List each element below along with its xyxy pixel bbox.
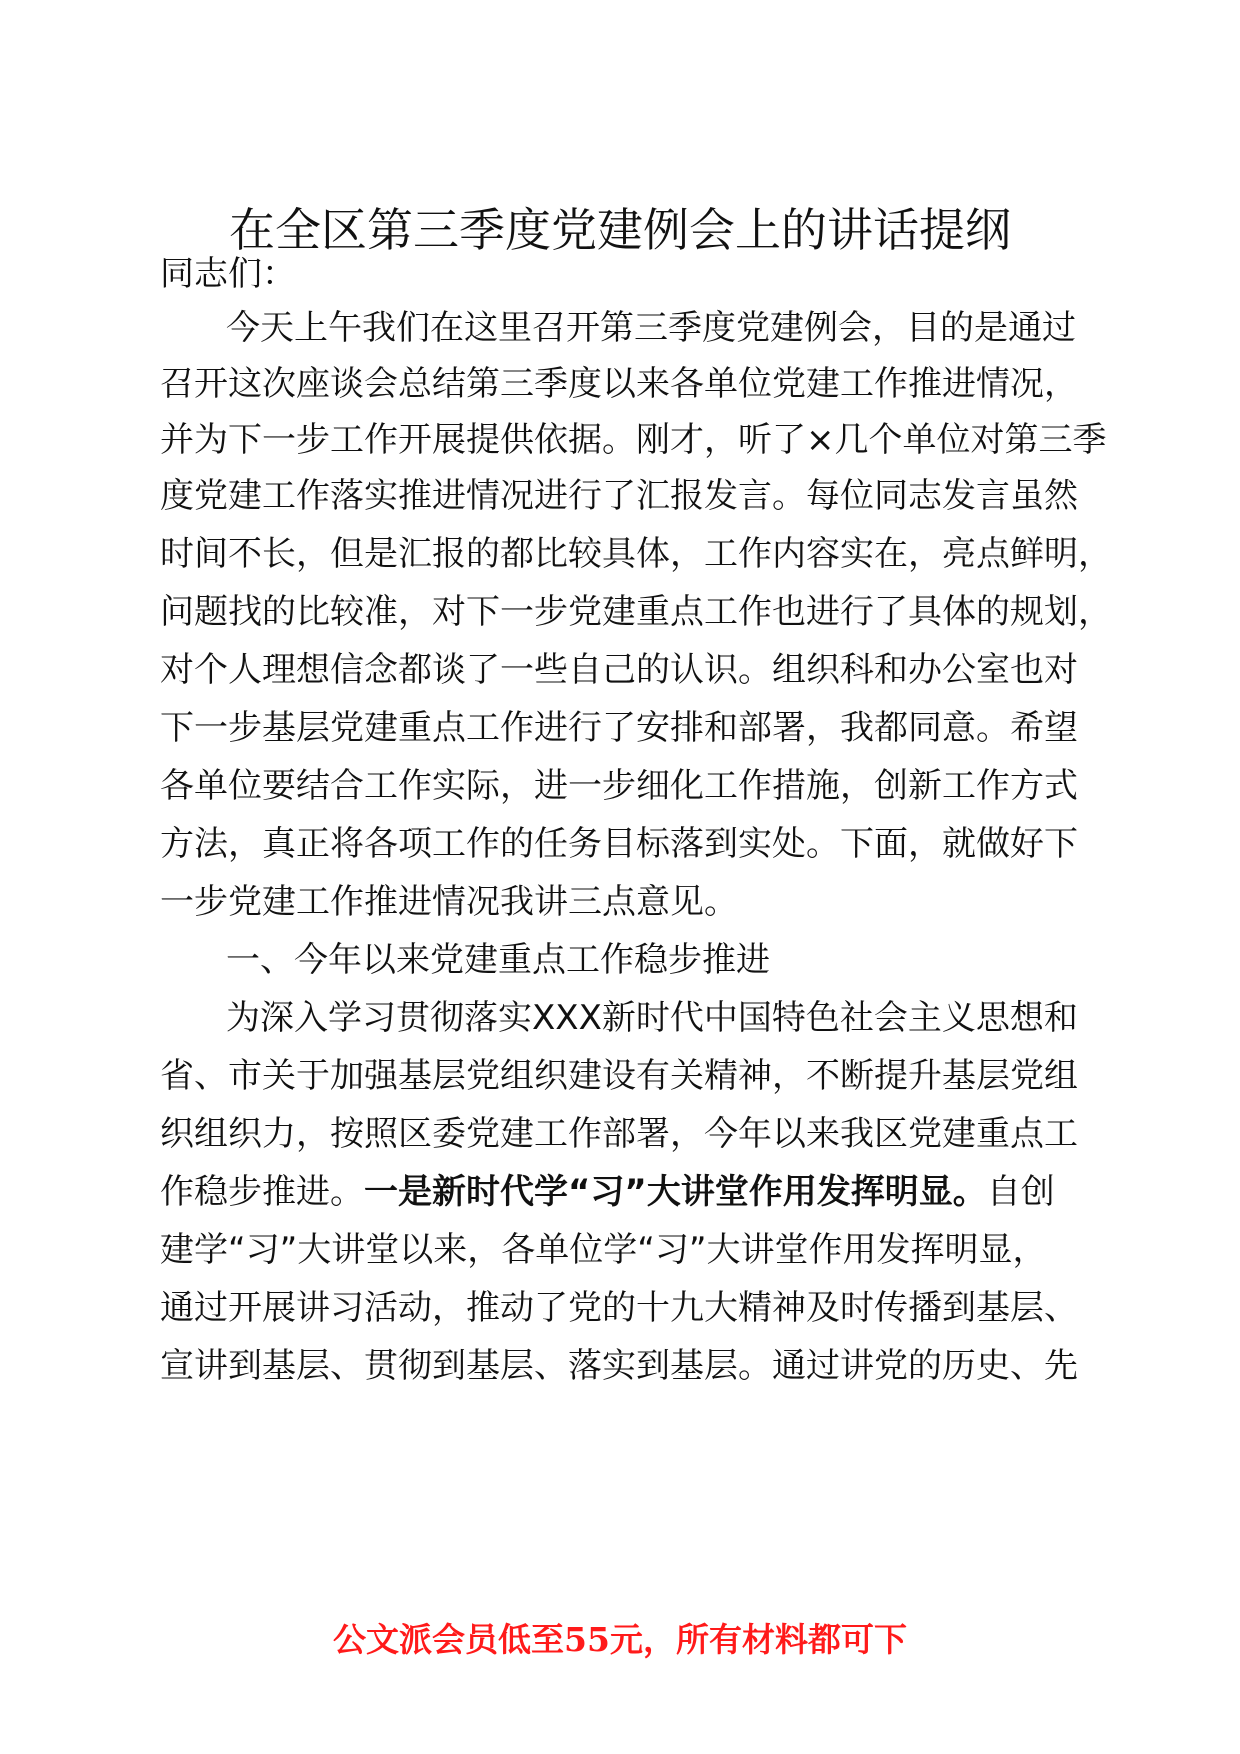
paragraph-line: 问题找的比较准，对下一步党建重点工作也进行了具体的规划， bbox=[160, 592, 1112, 632]
paragraph-line: 对个人理想信念都谈了一些自己的认识。组织科和办公室也对 bbox=[160, 650, 1078, 690]
paragraph-line: 方法，真正将各项工作的任务目标落到实处。下面，就做好下 bbox=[160, 824, 1078, 864]
paragraph-line: 一步党建工作推进情况我讲三点意见。 bbox=[160, 882, 738, 922]
paragraph-line: 建学“习”大讲堂以来，各单位学“习”大讲堂作用发挥明显， bbox=[160, 1230, 1047, 1270]
paragraph-line: 各单位要结合工作实际，进一步细化工作措施，创新工作方式 bbox=[160, 766, 1078, 806]
line-text: 作稳步推进。 bbox=[160, 1172, 364, 1212]
salutation: 同志们： bbox=[160, 254, 296, 294]
line-text: 自创 bbox=[986, 1172, 1055, 1212]
paragraph-line: 宣讲到基层、贯彻到基层、落实到基层。通过讲党的历史、先 bbox=[160, 1346, 1078, 1386]
paragraph-line: 并为下一步工作开展提供依据。刚才，听了×几个单位对第三季 bbox=[160, 420, 1107, 460]
paragraph-line: 为深入学习贯彻落实XXX新时代中国特色社会主义思想和 bbox=[226, 998, 1078, 1038]
document-title: 在全区第三季度党建例会上的讲话提纲 bbox=[229, 203, 1011, 257]
paragraph-line: 下一步基层党建重点工作进行了安排和部署，我都同意。希望 bbox=[160, 708, 1078, 748]
section-heading: 一、今年以来党建重点工作稳步推进 bbox=[226, 940, 770, 980]
paragraph-line: 今天上午我们在这里召开第三季度党建例会，目的是通过 bbox=[226, 308, 1076, 348]
promo-footer: 公文派会员低至55元，所有材料都可下 bbox=[333, 1620, 907, 1659]
paragraph-line: 度党建工作落实推进情况进行了汇报发言。每位同志发言虽然 bbox=[160, 476, 1078, 516]
paragraph-line: 织组织力，按照区委党建工作部署，今年以来我区党建重点工 bbox=[160, 1114, 1078, 1154]
paragraph-line: 召开这次座谈会总结第三季度以来各单位党建工作推进情况， bbox=[160, 364, 1078, 404]
paragraph-line: 省、市关于加强基层党组织建设有关精神，不断提升基层党组 bbox=[160, 1056, 1078, 1096]
bold-subheading: 一是新时代学“习”大讲堂作用发挥明显。 bbox=[364, 1172, 987, 1212]
paragraph-line bbox=[160, 1170, 1055, 1214]
paragraph-line: 通过开展讲习活动，推动了党的十九大精神及时传播到基层、 bbox=[160, 1288, 1078, 1328]
paragraph-line: 时间不长，但是汇报的都比较具体，工作内容实在，亮点鲜明， bbox=[160, 534, 1112, 574]
